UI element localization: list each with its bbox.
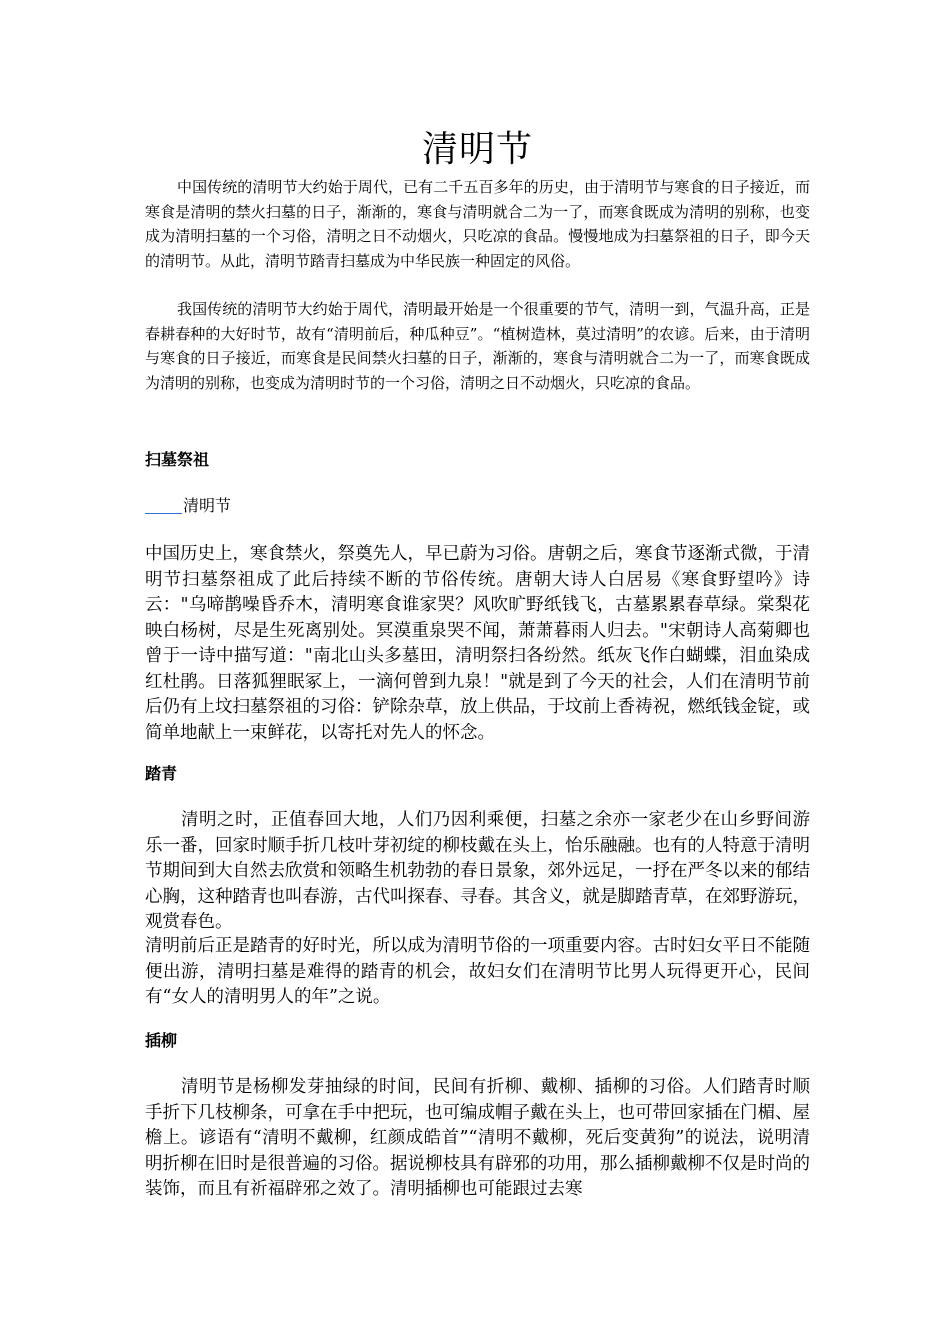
sub-label-text: 清明节 (183, 496, 232, 515)
taqing-paragraph-1: 清明之时，正值春回大地，人们乃因利乘便，扫墓之余亦一家老少在山乡野间游乐一番，回家时顺手折几枝叶芽初绽的柳枝戴在头上，怡乐融融。也有的人特意于清明节期间到大自然去欣赏和领略生机勃勃的春日景象，郊外远足，一抒在严冬以来的郁结心胸，这种踏青也叫春游，古代叫探春、寻春。其含义，就是脚踏青草，在郊野游玩，观赏春色。 (145, 810, 810, 932)
intro-paragraph-1: 中国传统的清明节大约始于周代，已有二千五百多年的历史，由于清明节与寒食的日子接近，而寒食是清明的禁火扫墓的日子，渐渐的，寒食与清明就合二为一了，而寒食既成为清明的别称，也变成为清明扫墓的一个习俗，清明之日不动烟火，只吃凉的食品。慢慢地成为扫墓祭祖的日子，即今天的清明节。从此，清明节踏青扫墓成为中华民族一种固定的风俗。 (145, 178, 810, 270)
section-heading-saomu: 扫墓祭祖 (145, 450, 210, 469)
document-title: 清明节 (421, 129, 533, 170)
section-sub-label (145, 494, 231, 518)
intro-paragraph-2: 我国传统的清明节大约始于周代，清明最开始是一个很重要的节气，清明一到，气温升高，正是春耕春种的大好时节，故有“清明前后，种瓜种豆”。“植树造林，莫过清明”的农谚。后来，由于清明与寒食的日子接近，而寒食是民间禁火扫墓的日子，渐渐的，寒食与清明就合二为一了，而寒食既成为清明的别称，也变成为清明时节的一个习俗，清明之日不动烟火，只吃凉的食品。 (145, 300, 810, 392)
chaliu-paragraph: 清明节是杨柳发芽抽绿的时间，民间有折柳、戴柳、插柳的习俗。人们踏青时顺手折下几枝柳条，可拿在手中把玩，也可编成帽子戴在头上，也可带回家插在门楣、屋檐上。谚语有“清明不戴柳，红颜成皓首”“清明不戴柳，死后变黄狗”的说法，说明清明折柳在旧时是很普遍的习俗。据说柳枝具有辟邪的功用，那么插柳戴柳不仅是时尚的装饰，而且有祈福辟邪之效了。清明插柳也可能跟过去寒 (145, 1077, 810, 1199)
section-heading-taqing: 踏青 (145, 764, 178, 783)
sub-label-underline (145, 513, 182, 514)
saomu-paragraph: 中国历史上，寒食禁火，祭奠先人，早已蔚为习俗。唐朝之后，寒食节逐渐式微，于清明节扫墓祭祖成了此后持续不断的节俗传统。唐朝大诗人白居易《寒食野望吟》诗云："乌啼鹊噪昏乔木，清明寒食谁家哭？风吹旷野纸钱飞，古墓累累春草绿。棠梨花映白杨树，尽是生死离别处。冥漠重泉哭不闻，萧萧暮雨人归去。"宋朝诗人高菊卿也曾于一诗中描写道："南北山头多墓田，清明祭扫各纷然。纸灰飞作白蝴蝶，泪血染成红杜鹃。日落狐狸眠冢上，一滴何曾到九泉！"就是到了今天的社会，人们在清明节前后仍有上坟扫墓祭祖的习俗：铲除杂草，放上供品，于坟前上香祷祝，燃纸钱金锭，或简单地献上一束鲜花，以寄托对先人的怀念。 (145, 544, 810, 743)
taqing-paragraph-2: 清明前后正是踏青的好时光，所以成为清明节俗的一项重要内容。古时妇女平日不能随便出游，清明扫墓是难得的踏青的机会，故妇女们在清明节比男人玩得更开心，民间有“女人的清明男人的年”之说。 (145, 936, 810, 1007)
section-heading-chaliu: 插柳 (145, 1031, 178, 1050)
